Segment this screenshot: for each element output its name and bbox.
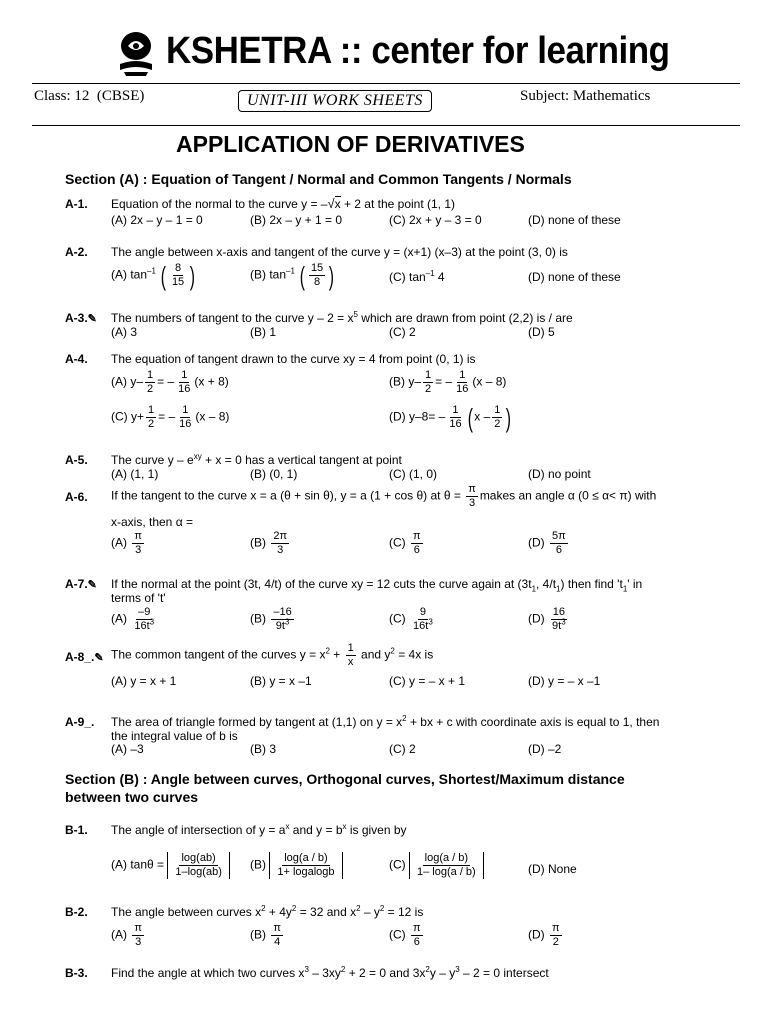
question-number: A-9_. (65, 715, 95, 729)
option-a: (A) $\frac{\pi}{3}$ (111, 922, 142, 948)
option-c: (C) y+ $\frac{1}{2}$ = – $\frac{1}{16}$ (x – 8) (111, 404, 230, 430)
option-b: (B) $\frac{-16}{9t^3}$ (250, 606, 292, 632)
brand-name: KSHETRA :: center for learning (166, 30, 670, 72)
option-c: (C) $\frac{\pi}{6}$ (389, 530, 421, 556)
logo-icon (114, 28, 158, 78)
question-text: The angle between curves $x^2 + 4y^2 = 32$ and $x^2 - y^2 = 12$ is (111, 904, 424, 919)
option-c: (C) 2 (389, 325, 416, 339)
option-a: (A) $\frac{\pi}{3}$ (111, 530, 142, 556)
question-number: A-2. (65, 245, 88, 259)
question-text: Equation of the normal to the curve y = –√x + 2 at the point (1, 1) (111, 196, 456, 211)
question-number: A-4. (65, 352, 88, 366)
question-text: The common tangent of the curves $y = x^2$ + $\frac{1}{x}$ and $y^2 = 4x$ is (111, 642, 434, 668)
class-label: Class: 12 (CBSE) (34, 88, 145, 104)
section-b-heading: Section (B) : Angle between curves, Orthogonal curves, Shortest/Maximum distance (65, 771, 625, 787)
option-a: (A) y = x + 1 (111, 674, 177, 688)
option-a: (A) y– $\frac{1}{2}$ = – $\frac{1}{16}$ (x + 8) (111, 369, 229, 395)
pencil-icon: ✎ (87, 313, 97, 325)
question-number: B-2. (65, 905, 88, 919)
option-c: (C) $\tan^{-1} 4$ (389, 269, 445, 284)
option-d: (D) none of these (528, 270, 621, 284)
question-number: A-3.✎ (65, 311, 97, 325)
question-number: A-1. (65, 197, 88, 211)
question-text: Find the angle at which two curves $x^3 - 3xy^2 + 2 = 0$ and $3x^2y - y^3 - 2 = 0$ intersect (111, 965, 549, 980)
option-d: (D) y–8= – $\frac{1}{16}$ ( x – $\frac{1}{2}$ ) (389, 402, 512, 433)
question-number: A-5. (65, 453, 88, 467)
option-d: (D) none of these (528, 213, 621, 227)
question-text: The equation of tangent drawn to the curve xy = 4 from point (0, 1) is (111, 352, 476, 366)
option-d: (D) y = – x –1 (528, 674, 601, 688)
question-text: x-axis, then α = (111, 515, 193, 529)
option-a: (A) $\tan^{-1}$ ( $\frac{8}{15}$ ) (111, 260, 196, 291)
option-b: (B) y = x –1 (250, 674, 312, 688)
pencil-icon: ✎ (87, 579, 97, 591)
option-d: (D) no point (528, 467, 591, 481)
question-text: the integral value of b is (111, 729, 238, 743)
question-number: A-7.✎ (65, 577, 97, 591)
question-text: If the tangent to the curve x = a (θ + sin θ), y = a (1 + cos θ) at θ = $\frac{\pi}{3}$ makes an angle α (0 ≤ α< π) with (111, 483, 657, 509)
pencil-icon: ✎ (94, 652, 104, 664)
option-b: (B) 3 (250, 742, 277, 756)
option-a: (A) tanθ = $\frac{\log(ab)}{1-\log(ab)}$ (111, 852, 230, 879)
option-d: (D) 5 (528, 325, 555, 339)
option-b: (B) (0, 1) (250, 467, 298, 481)
option-b: (B) $\frac{\pi}{4}$ (250, 922, 281, 948)
option-d: (D) $\frac{\pi}{2}$ (528, 922, 560, 948)
subject-label: Subject: Mathematics (520, 88, 651, 104)
option-b: (B) $\tan^{-1}$ ( $\frac{15}{8}$ ) (250, 260, 335, 291)
option-b: (B) $\frac{\log(a / b)}{\text{1+ logalogb}}$ (250, 852, 343, 879)
unit-label: UNIT-III WORK SHEETS (238, 90, 432, 112)
question-text: The angle between x-axis and tangent of the curve y = (x+1) (x–3) at the point (3, 0) is (111, 245, 568, 259)
option-c: (C) (1, 0) (389, 467, 437, 481)
option-b: (B) y– $\frac{1}{2}$ = – $\frac{1}{16}$ (x – 8) (389, 369, 507, 395)
question-text: The angle of intersection of $y = a^x$ and $y = b^x$ is given by (111, 822, 407, 837)
option-b: (B) 2x – y + 1 = 0 (250, 213, 343, 227)
option-b: (B) 1 (250, 325, 277, 339)
question-text: terms of 't' (111, 591, 166, 605)
question-text: The numbers of tangent to the curve $y - 2 = x^5$ which are drawn from point (2,2) is / are (111, 310, 573, 325)
option-d: (D) $\frac{16}{9t^3}$ (528, 606, 566, 632)
option-a: (A) $\frac{-9}{16t^3}$ (111, 606, 155, 632)
page-title: APPLICATION OF DERIVATIVES (176, 131, 525, 157)
option-c: (C) $\frac{9}{16t^3}$ (389, 606, 433, 632)
option-a: (A) 3 (111, 325, 138, 339)
question-text: If the normal at the point (3t, 4/t) of the curve xy = 12 cuts the curve again at ($3t_1$, $4/t_1$) then find '$t_1$' in (111, 577, 643, 594)
option-c: (C) $\frac{\log(a / b)}{1- \log(a / b)}$ (389, 852, 484, 879)
option-d: (D) –2 (528, 742, 562, 756)
question-text: The area of triangle formed by tangent at (1,1) on $y = x^2$ + bx + c with coordinate axis is equal to 1, then (111, 714, 660, 729)
section-a-heading: Section (A) : Equation of Tangent / Normal and Common Tangents / Normals (65, 171, 572, 187)
question-number: B-3. (65, 966, 88, 980)
question-text: The curve $y - e^{xy} + x = 0$ has a vertical tangent at point (111, 452, 402, 467)
question-number: A-8_.✎ (65, 650, 104, 664)
question-number: B-1. (65, 823, 88, 837)
section-b-heading-cont: between two curves (65, 789, 199, 805)
option-d: (D) None (528, 862, 577, 876)
question-number: A-6. (65, 490, 88, 504)
option-b: (B) $\frac{2\pi}{3}$ (250, 530, 288, 556)
option-a: (A) (1, 1) (111, 467, 159, 481)
option-a: (A) 2x – y – 1 = 0 (111, 213, 203, 227)
option-c: (C) $\frac{\pi}{6}$ (389, 922, 421, 948)
option-c: (C) 2 (389, 742, 416, 756)
option-c: (C) 2x + y – 3 = 0 (389, 213, 482, 227)
option-c: (C) y = – x + 1 (389, 674, 466, 688)
option-d: (D) $\frac{5\pi}{6}$ (528, 530, 566, 556)
option-a: (A) –3 (111, 742, 144, 756)
